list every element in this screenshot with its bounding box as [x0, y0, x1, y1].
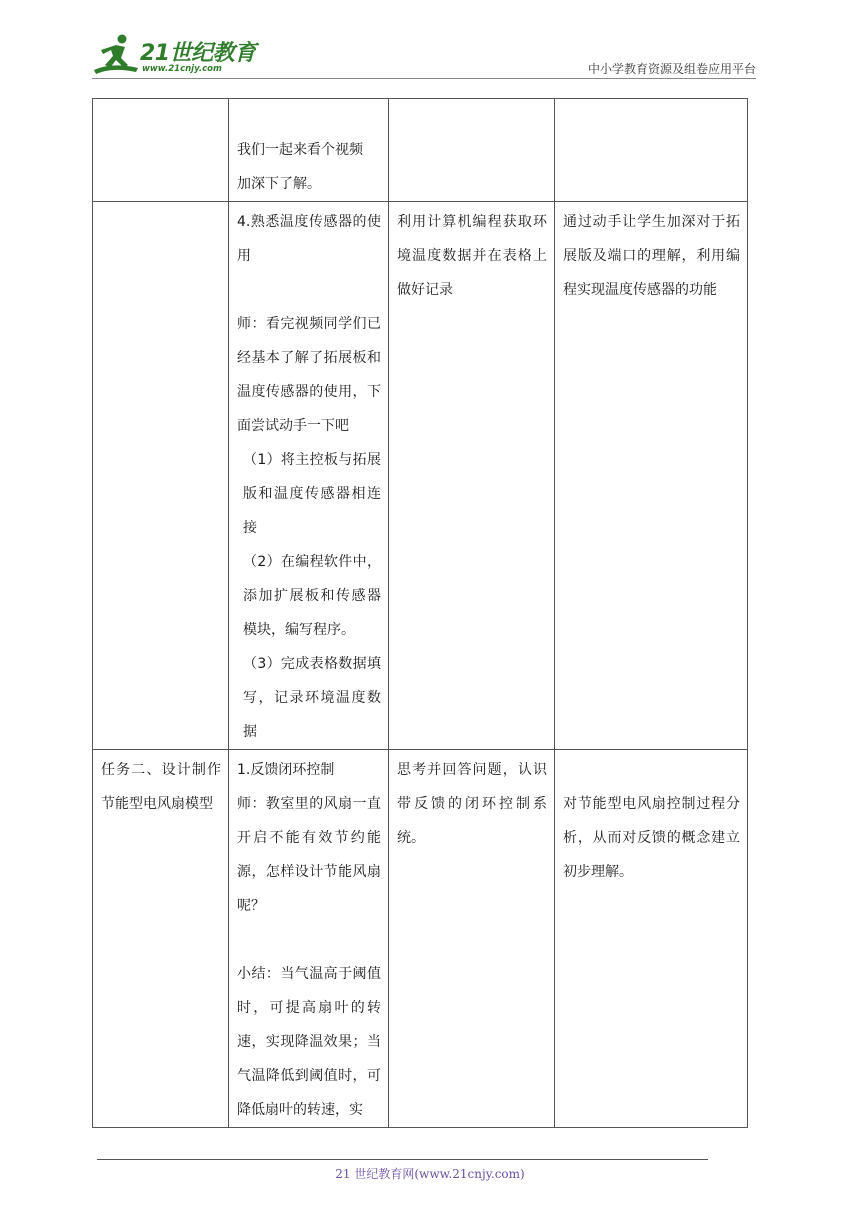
step-text: （1）将主控板与拓展版和温度传感器相连接 [243, 452, 381, 536]
activity-title: 4.熟悉温度传感器的使用 [237, 214, 381, 264]
design-intent: 对节能型电风扇控制过程分析，从而对反馈的概念建立初步理解。 [563, 796, 740, 880]
table-cell [389, 99, 555, 202]
page-header [92, 30, 756, 82]
table-cell [555, 202, 748, 750]
table-cell [229, 202, 389, 750]
teacher-text: 师：看完视频同学们已经基本了解了拓展板和温度传感器的使用，下面尝试动手一下吧 [237, 316, 381, 434]
table-row [93, 202, 748, 750]
table-cell [229, 99, 389, 202]
footer-divider [97, 1159, 708, 1160]
table-cell [389, 202, 555, 750]
logo-text: 21世纪教育 [140, 41, 256, 66]
site-logo[interactable] [92, 30, 262, 80]
table-cell [93, 750, 229, 1128]
table-row [93, 750, 748, 1128]
step-text: （2）在编程软件中，添加扩展板和传感器模块，编写程序。 [243, 554, 381, 638]
platform-name: 中小学教育资源及组卷应用平台 [587, 62, 756, 76]
cell-text: 加深下了解。 [237, 176, 321, 192]
step-text: （3）完成表格数据填写，记录环境温度数据 [243, 656, 381, 740]
task-title: 任务二、设计制作节能型电风扇模型 [101, 762, 221, 812]
summary-text: 小结：当气温高于阈值时，可提高扇叶的转速，实现降温效果；当气温降低到阈值时，可降低扇叶的转速，实 [237, 966, 381, 1118]
teacher-text: 师：教室里的风扇一直开启不能有效节约能源，怎样设计节能风扇呢？ [237, 796, 381, 914]
student-activity: 利用计算机编程获取环境温度数据并在表格上做好记录 [397, 214, 547, 298]
footer-link[interactable]: 21 世纪教育网(www.21cnjy.com) [335, 1167, 525, 1181]
lesson-table [92, 98, 748, 1128]
header-divider [92, 78, 756, 79]
table-cell [229, 750, 389, 1128]
table-row [93, 99, 748, 202]
student-activity: 思考并回答问题，认识带反馈的闭环控制系统。 [397, 762, 547, 846]
design-intent: 通过动手让学生加深对于拓展版及端口的理解，利用编程实现温度传感器的功能 [563, 214, 740, 298]
table-cell [389, 750, 555, 1128]
table-cell [93, 99, 229, 202]
activity-title: 1.反馈闭环控制 [237, 762, 335, 778]
table-cell [555, 750, 748, 1128]
cell-text: 我们一起来看个视频 [237, 142, 363, 158]
table-cell [555, 99, 748, 202]
runner-icon [92, 32, 144, 78]
logo-url: www.21cnjy.com [142, 64, 222, 74]
table-cell [93, 202, 229, 750]
